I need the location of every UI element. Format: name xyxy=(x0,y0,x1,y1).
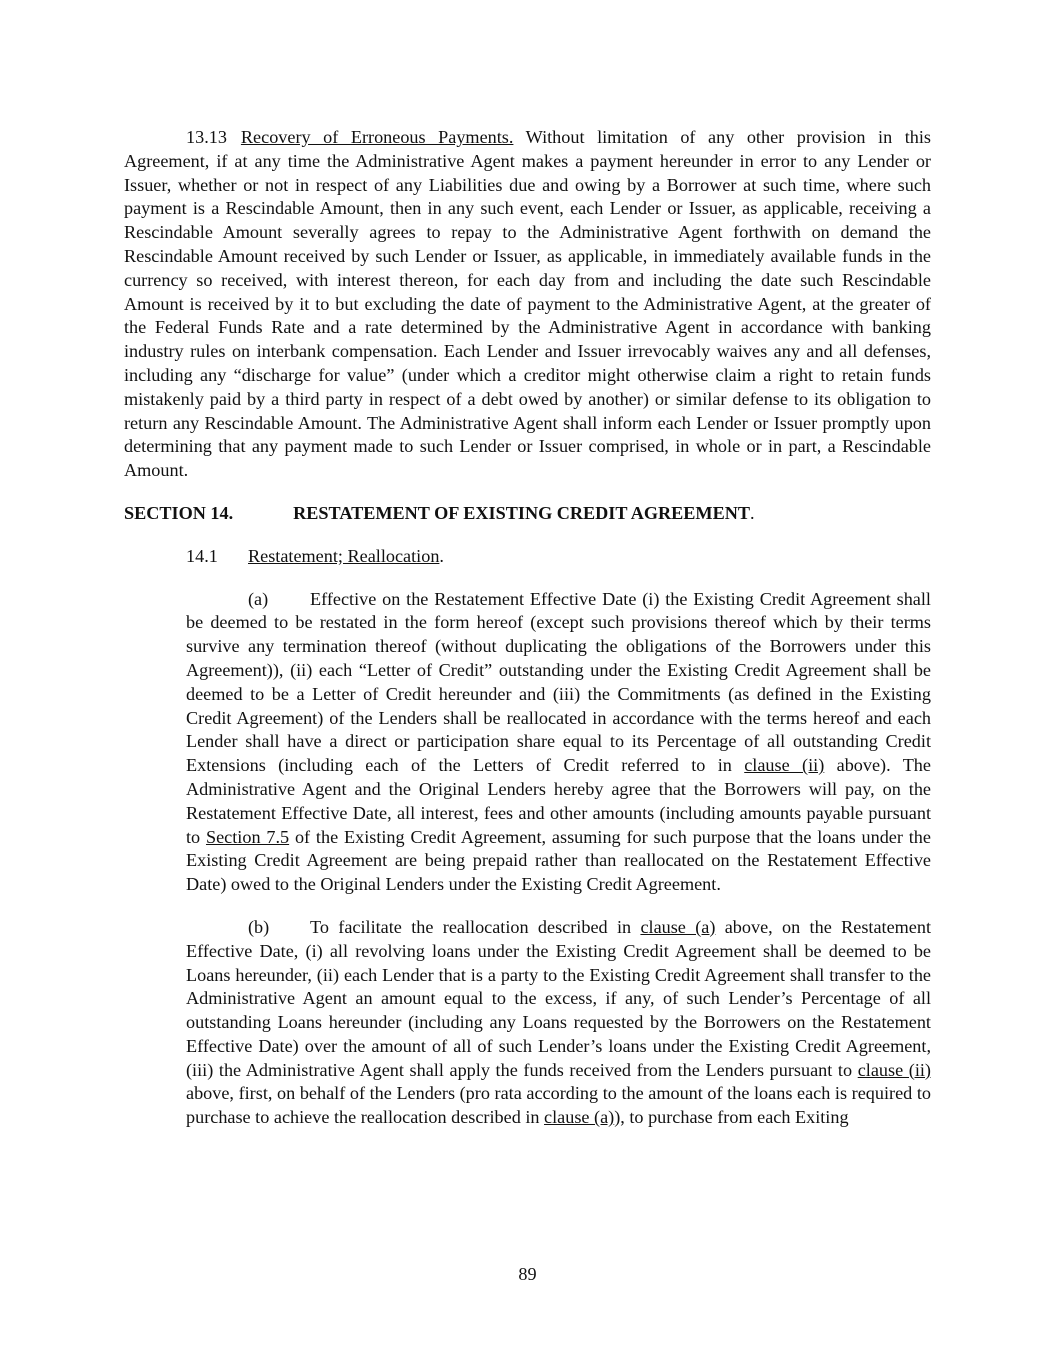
section-14-1-trailing: . xyxy=(439,545,444,566)
clause-b-ref-clause-a-2: clause (a) xyxy=(544,1107,615,1128)
clause-b-label: (b) xyxy=(248,916,270,937)
clause-b-paragraph xyxy=(186,916,931,1130)
clause-a-text-3: of the Existing Credit Agreement, assuming for such purpose that the loans under the Existing Credit Agreement are being prepaid rather than reallocated on the Restatement Effective Date) owed to the Original Lenders under the Existing Credit Agreement. xyxy=(186,826,931,895)
section-14-label: SECTION 14. xyxy=(124,502,234,523)
clause-b-text-2: above, on the Restatement Effective Date, (i) all revolving loans under the Existing Credit Agreement shall be deemed to be Loans hereunder, (ii) each Lender that is a party to the Existing Credit Agreement shall transfer to the Administrative Agent an amount equal to the excess, if any, of such Lender’s Percentage of all outstanding Loans hereunder (including any Loans requested by the Borrowers on the Restatement Effective Date) over the amount of all of such Lender’s loans under the Existing Credit Agreement, (iii) the Administrative Agent shall apply the funds received from the Lenders pursuant to xyxy=(186,916,932,1080)
clause-a-ref-section-7-5: Section 7.5 xyxy=(205,826,290,847)
clause-b-ref-clause-ii: clause (ii) xyxy=(857,1059,931,1080)
section-14-1-number: 14.1 xyxy=(186,545,218,566)
clause-b-text-3: above, first, on behalf of the Lenders (pro rata according to the amount of the loans each is required to purchase to achieve the reallocation described in xyxy=(186,1083,931,1128)
clause-b-ref-clause-a: clause (a) xyxy=(640,916,716,937)
clause-b-text-4: ), to purchase from each Exiting xyxy=(614,1107,849,1128)
section-13-13-paragraph xyxy=(124,126,931,483)
clause-a-text-2: above). The Administrative Agent and the Original Lenders hereby agree that the Borrowers will pay, on the Restatement Effective Date, all interest, fees and other amounts (including amounts payable pursuant to xyxy=(186,755,931,847)
section-14-1-title: Restatement; Reallocation xyxy=(248,545,440,566)
section-14-heading xyxy=(124,502,931,526)
section-13-13-number: 13.13 xyxy=(186,127,227,147)
section-14-title: RESTATEMENT OF EXISTING CREDIT AGREEMENT xyxy=(293,502,750,523)
section-13-13-title: Recovery of Erroneous Payments. xyxy=(240,127,514,147)
document-page xyxy=(124,126,931,1130)
section-13-13-body: Without limitation of any other provision in this Agreement, if at any time the Administrative Agent makes a payment hereunder in error to any Lender or Issuer, whether or not in respect of any Liabilities due and owing by a Borrower at such time, where such payment is a Rescindable Amount, then in any such event, each Lender or Issuer, as applicable, receiving a Rescindable Amount severally agrees to repay to the Administrative Agent forthwith on demand the Rescindable Amount received by such Lender or Issuer, as applicable, in immediately available funds in the currency so received, with interest thereon, for each day from and including the date such Rescindable Amount is received by it to but excluding the date of payment to the Administrative Agent, at the greater of the Federal Funds Rate and a rate determined by the Administrative Agent in accordance with banking industry rules on interbank compensation. Each Lender and Issuer irrevocably waives any and all defenses, including any “discharge for value” (under which a creditor might otherwise claim a right to retain funds mistakenly paid by a third party in respect of a debt owed by another) or similar defense to its obligation to return any Rescindable Amount. The Administrative Agent shall inform each Lender or Issuer promptly upon determining that any payment made to such Lender or Issuer comprised, in whole or in part, a Rescindable Amount. xyxy=(124,127,931,481)
page-number: 89 xyxy=(518,1264,537,1284)
clause-a-label: (a) xyxy=(248,588,269,609)
clause-b-text-1: To facilitate the reallocation described in xyxy=(310,916,641,937)
section-14-1-heading xyxy=(124,545,931,569)
clause-a-text-1: Effective on the Restatement Effective Date (i) the Existing Credit Agreement shall be deemed to be restated in the form hereof (except such provisions thereof which by their terms survive any termination thereof (without duplicating the obligations of the Borrowers under this Agreement)), (ii) each “Letter of Credit” outstanding under the Existing Credit Agreement shall be deemed to be a Letter of Credit hereunder and (iii) the Commitments (as defined in the Existing Credit Agreement) of the Lenders shall be reallocated in accordance with the terms hereof and each Lender shall have a direct or participation share equal to its Percentage of all outstanding Credit Extensions (including each of the Letters of Credit referred to in xyxy=(186,588,931,776)
clause-a-paragraph xyxy=(186,588,931,897)
section-14-trailing: . xyxy=(749,502,755,523)
clause-a-ref-clause-ii: clause (ii) xyxy=(744,755,825,776)
